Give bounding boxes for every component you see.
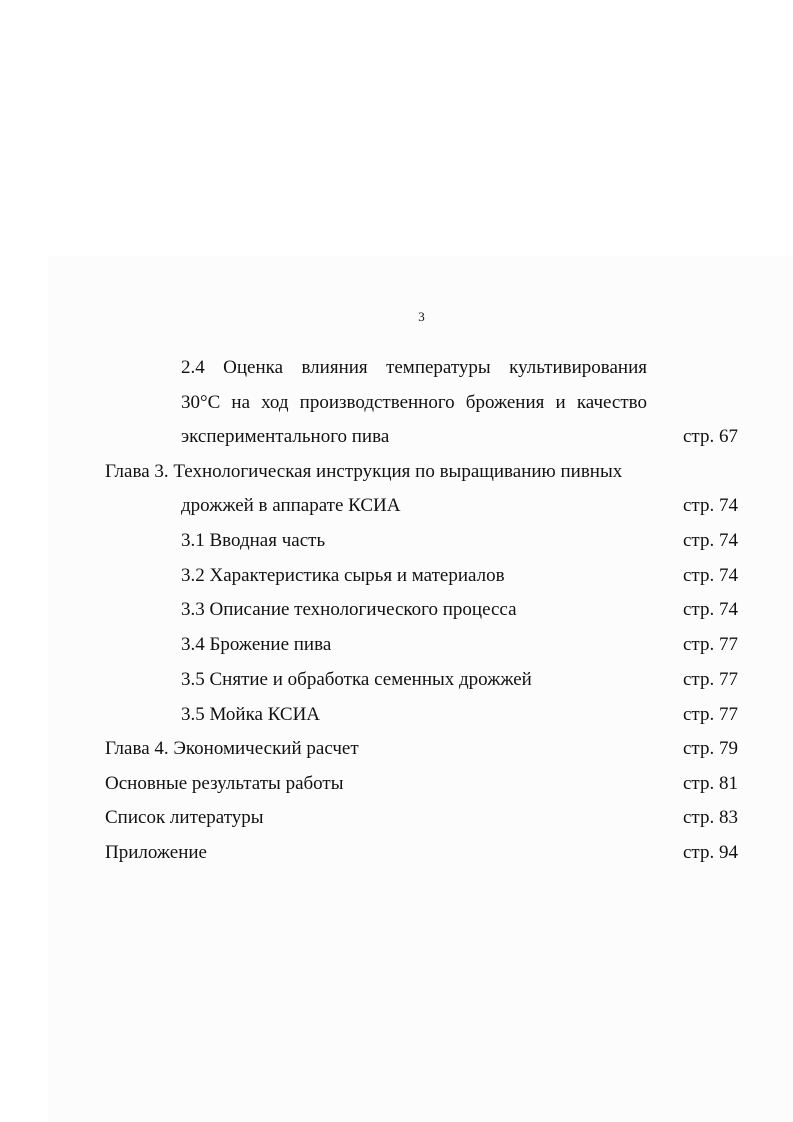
page-number: 3 — [418, 309, 425, 324]
toc-entry-page: стр. 94 — [683, 842, 738, 863]
toc-subsection-title: 3.2 Характеристика сырья и материалов — [181, 565, 505, 586]
toc-subsection-page: стр. 77 — [683, 634, 738, 655]
toc-subsection-title: 3.5 Мойка КСИА — [181, 704, 321, 725]
toc-subsection-page: стр. 74 — [683, 565, 738, 586]
toc-entry-2-4-line-3: экспериментального пива — [181, 426, 390, 447]
toc-subsection-page: стр. 77 — [683, 669, 738, 690]
toc-subsection-page: стр. 74 — [683, 599, 738, 620]
toc-chapter-3-line-2: дрожжей в аппарате КСИА — [181, 495, 401, 516]
toc-subsection-title: 3.5 Снятие и обработка семенных дрожжей — [181, 669, 532, 690]
toc-entry-title: Приложение — [105, 842, 207, 863]
toc-entry-page: стр. 79 — [683, 738, 738, 759]
toc-subsection-page: стр. 74 — [683, 530, 738, 551]
toc-subsection-page: стр. 77 — [683, 704, 738, 725]
toc-entry-title: Список литературы — [105, 807, 264, 828]
toc-entry-title: Глава 4. Экономический расчет — [105, 738, 359, 759]
toc-subsection-title: 3.4 Брожение пива — [181, 634, 332, 655]
toc-entry-title: Основные результаты работы — [105, 773, 344, 794]
toc-chapter-3-page: стр. 74 — [683, 495, 738, 516]
toc-chapter-3-line-1: Глава 3. Технологическая инструкция по выращиванию пивных — [105, 461, 623, 482]
toc-subsection-title: 3.1 Вводная часть — [181, 530, 326, 551]
toc-entry-2-4-line-1: 2.4 Оценка влияния температуры культивирования — [181, 357, 647, 378]
toc-entry-page: стр. 83 — [683, 807, 738, 828]
toc-entry-page: стр. 81 — [683, 773, 738, 794]
toc-subsection-title: 3.3 Описание технологического процесса — [181, 599, 517, 620]
toc-entry-2-4-line-2: 30°С на ход производственного брожения и качество — [181, 392, 647, 413]
toc-entry-2-4-page: стр. 67 — [683, 426, 738, 447]
